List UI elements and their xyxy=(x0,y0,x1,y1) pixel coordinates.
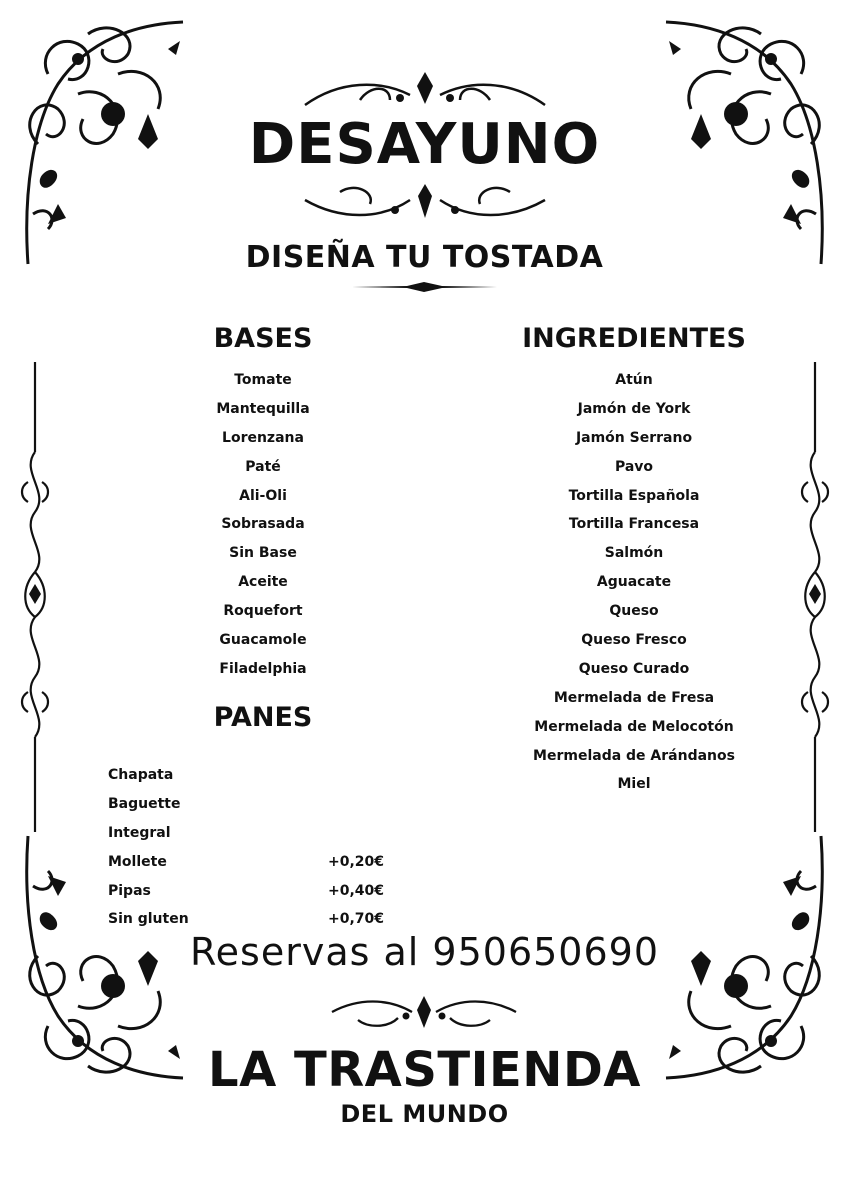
list-item: Ali-Oli xyxy=(239,487,287,504)
ingredientes-list xyxy=(504,366,764,799)
bread-name: Chapata xyxy=(108,767,174,783)
list-item: Aceite xyxy=(238,574,288,591)
list-item: Queso Curado xyxy=(578,660,690,677)
list-item: Queso xyxy=(609,603,659,620)
list-item: Aguacate xyxy=(596,574,672,591)
list-item: Mermelada de Fresa xyxy=(553,689,715,706)
list-item: Tomate xyxy=(234,372,292,388)
list-item: Tortilla Francesa xyxy=(568,516,700,533)
list-item: Jamón de York xyxy=(577,400,691,417)
filigree-border-left-icon xyxy=(20,362,50,832)
bread-price xyxy=(328,819,408,848)
list-item: Queso Fresco xyxy=(581,632,687,649)
bread-price xyxy=(328,790,408,819)
bread-name: Integral xyxy=(108,824,171,841)
bread-name: Mollete xyxy=(108,853,167,870)
list-item: Jamón Serrano xyxy=(575,429,693,446)
scroll-divider-middle-icon xyxy=(300,180,550,222)
scroll-divider-bottom-icon xyxy=(328,994,520,1030)
bread-name: Baguette xyxy=(108,795,181,812)
ingredientes-heading: INGREDIENTES xyxy=(522,323,746,354)
bases-heading: BASES xyxy=(213,323,313,354)
bread-name: Sin gluten xyxy=(108,911,189,928)
table-row xyxy=(108,761,408,790)
page-title: DESAYUNO xyxy=(248,112,601,177)
list-item: Tortilla Española xyxy=(568,487,700,504)
list-item: Salmón xyxy=(604,545,664,562)
list-item: Guacamole xyxy=(219,632,307,649)
bread-price: +0,40€ xyxy=(328,882,385,899)
table-row xyxy=(108,819,408,848)
filigree-border-right-icon xyxy=(800,362,830,832)
table-row xyxy=(108,790,408,819)
table-row xyxy=(108,848,408,877)
list-item: Mermelada de Melocotón xyxy=(534,718,734,735)
list-item: Lorenzana xyxy=(222,429,304,446)
panes-list xyxy=(108,761,408,934)
list-item: Sin Base xyxy=(229,545,297,562)
list-item: Mermelada de Arándanos xyxy=(533,747,735,764)
bread-price: +0,70€ xyxy=(328,911,385,928)
bread-name: Pipas xyxy=(108,882,151,899)
bread-price: +0,20€ xyxy=(328,853,385,870)
scroll-divider-top-icon xyxy=(300,70,550,110)
list-item: Atún xyxy=(615,372,653,388)
bread-price xyxy=(328,761,408,790)
brand-name: LA TRASTIENDA xyxy=(208,1042,641,1098)
list-item: Paté xyxy=(245,458,281,475)
reservation-phone: Reservas al 950650690 xyxy=(189,930,660,974)
list-item: Mantequilla xyxy=(216,400,310,417)
list-item: Miel xyxy=(617,776,651,793)
list-item: Sobrasada xyxy=(221,516,305,533)
page-subtitle: DISEÑA TU TOSTADA xyxy=(245,240,604,275)
bases-list xyxy=(163,366,363,684)
brand-subtitle: DEL MUNDO xyxy=(340,1100,509,1128)
thin-divider-icon xyxy=(352,281,497,293)
panes-heading: PANES xyxy=(213,702,313,733)
list-item: Roquefort xyxy=(223,603,303,620)
list-item: Filadelphia xyxy=(219,660,307,677)
list-item: Pavo xyxy=(614,458,654,475)
table-row xyxy=(108,877,408,906)
